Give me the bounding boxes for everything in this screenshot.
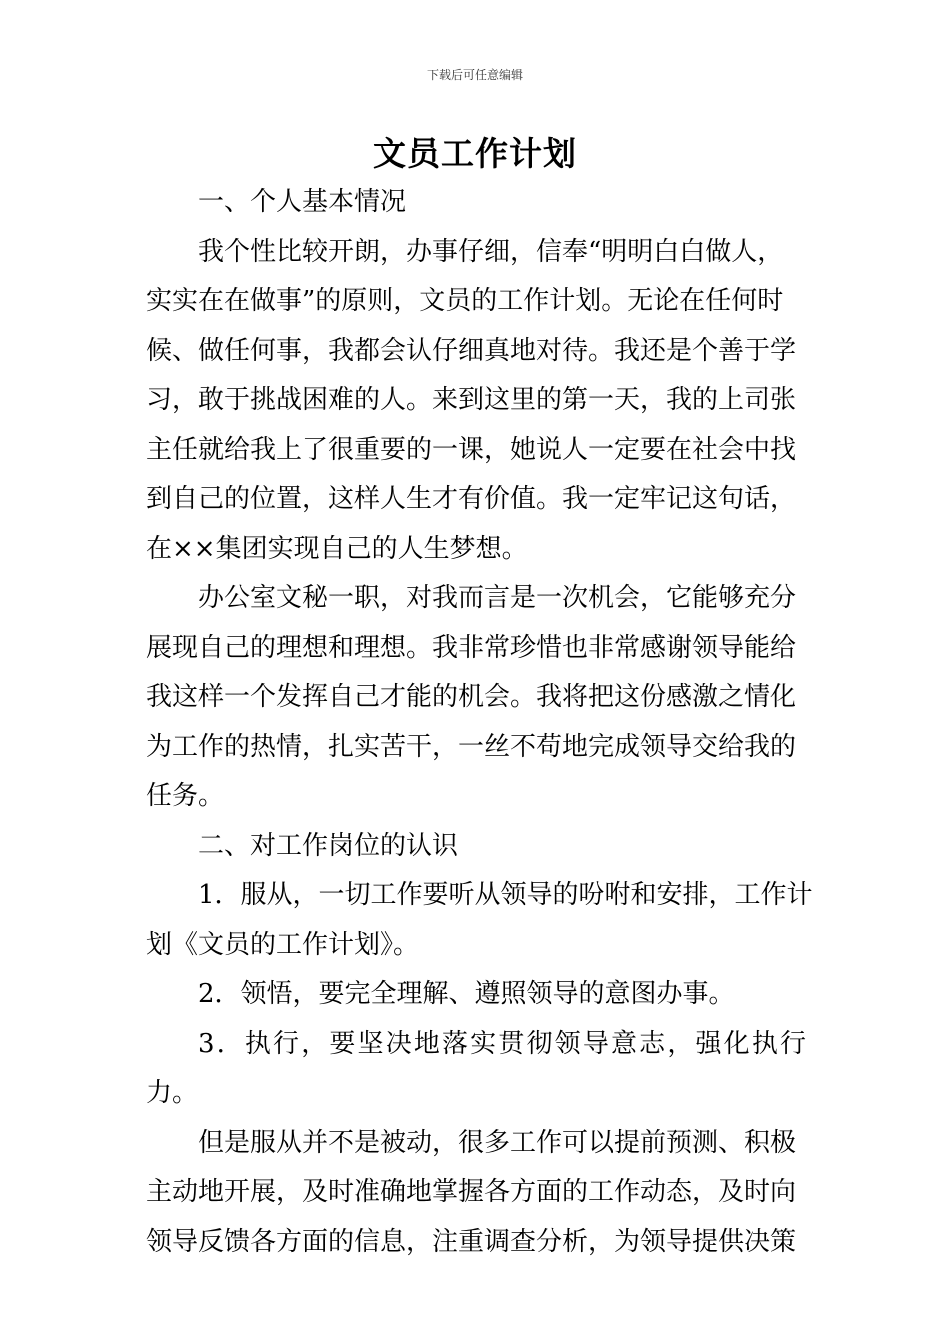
- text-line: 到自己的位置，这样人生才有价值。我一定牢记这句话，: [146, 484, 797, 514]
- paragraph-opportunity: [146, 574, 806, 822]
- text-line: 划《文员的工作计划》。: [146, 929, 420, 960]
- text-line: 领导反馈各方面的信息，注重调查分析，为领导提供决策: [146, 1226, 797, 1257]
- text-line: 在××集团实现自己的人生梦想。: [146, 533, 528, 564]
- text-line: 实实在在做事”的原则，文员的工作计划。无论在任何时: [146, 286, 784, 316]
- list-item-execute: 3．执行，要坚决地落实贯彻领导意志，强化执行力。: [146, 1028, 806, 1108]
- paragraph-proactive: [146, 1119, 806, 1268]
- text-line: 主动地开展，及时准确地掌握各方面的工作动态，及时向: [146, 1177, 797, 1207]
- section-heading-2: 二、对工作岗位的认识: [198, 830, 459, 861]
- page-header-note: 下载后可任意编辑: [426, 68, 523, 82]
- list-item-understand: 2．领悟，要完全理解、遵照领导的意图办事。: [198, 979, 735, 1009]
- text-line: 我这样一个发挥自己才能的机会。我将把这份感激之情化: [146, 682, 797, 712]
- text-line: 主任就给我上了很重要的一课，她说人一定要在社会中找: [146, 434, 797, 465]
- text-line: 为工作的热情，扎实苦干，一丝不苟地完成领导交给我的: [146, 731, 797, 762]
- list-item-obey: [146, 871, 813, 970]
- text-line: 习，敢于挑战困难的人。来到这里的第一天，我的上司张: [146, 385, 797, 415]
- document-title: 文员工作计划: [373, 134, 577, 173]
- text-line: 但是服从并不是被动，很多工作可以提前预测、积极: [198, 1127, 797, 1158]
- text-line: 1．服从，一切工作要听从领导的吩咐和安排，工作计: [198, 880, 813, 910]
- paragraph-personal-intro: [146, 228, 806, 575]
- text-line: 候、做任何事，我都会认仔细真地对待。我还是个善于学: [146, 335, 797, 366]
- text-line: 展现自己的理想和理想。我非常珍惜也非常感谢领导能给: [146, 632, 797, 663]
- section-heading-1: 一、个人基本情况: [198, 187, 407, 217]
- text-line: 办公室文秘一职，对我而言是一次机会，它能够充分: [198, 583, 797, 613]
- text-line: 我个性比较开朗，办事仔细，信奉“明明白白做人，: [198, 236, 784, 267]
- document-body: [146, 178, 813, 1267]
- text-line: 任务。: [146, 781, 225, 811]
